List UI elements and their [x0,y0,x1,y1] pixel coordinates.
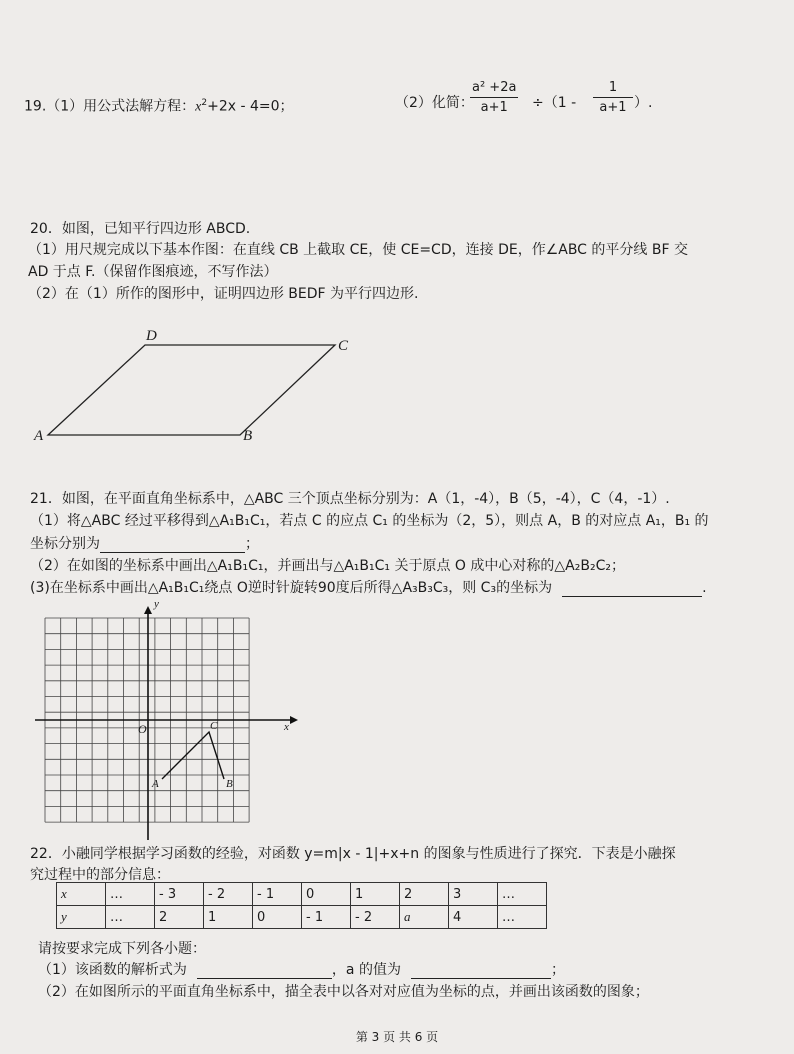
q19-part2-label: （2）化简： [395,95,474,111]
q21-line4-text: (3)在坐标系中画出△A₁B₁C₁绕点 O逆时针旋转90度后所得△A₃B₃C₃，则 C₃的坐标为 [30,580,553,596]
table-cell: - 2 [204,883,253,906]
grid-x-label: x [284,721,289,733]
q19-eq-rest: +2x - 4=0； [207,98,294,115]
coordinate-grid [0,600,320,845]
page-footer: 第 3 页 共 6 页 [355,1030,439,1044]
y-axis-arrow [144,606,152,614]
q20-line3: （2）在（1）所作的图形中，证明四边形 BEDF 为平行四边形. [28,286,419,302]
label-c: C [338,338,349,354]
q22-prompt: 请按要求完成下列各小题： [38,941,206,957]
table-cell: 3 [449,883,498,906]
q22-sub1-text: （1）该函数的解析式为 [38,962,187,978]
q20-line2: AD 于点 F.（保留作图痕迹，不写作法） [28,264,278,280]
table-cell: y [57,906,106,929]
q19-fraction-1 [470,80,518,115]
table-row-y [57,906,547,929]
table-cell: 0 [253,906,302,929]
label-b: B [243,428,253,444]
q22-answer-blank-1[interactable] [197,964,332,979]
q21-title: 21．如图，在平面直角坐标系中，△ABC 三个顶点坐标分别为：A（1，-4），B（5，-4），C（4，-1）. [30,491,670,507]
table-cell: - 3 [155,883,204,906]
triangle-abc [162,732,224,779]
q22-sub1-end: ； [550,962,565,978]
q19-frac1-bar [470,97,518,98]
table-cell: 2 [155,906,204,929]
q19-frac2-numerator: 1 [608,80,618,95]
table-cell: a [400,906,449,929]
q21-answer-blank-1[interactable] [100,538,245,553]
q22-sub2: （2）在如图所示的平面直角坐标系中，描全表中以各对对应值为坐标的点，并画出该函数的图象； [38,984,649,1000]
q22-answer-blank-2[interactable] [411,964,551,979]
table-cell: - 1 [253,883,302,906]
table-cell: … [498,883,547,906]
q19-frac1-denominator: a+1 [480,100,508,115]
q19-fraction-2 [593,80,633,115]
q19-eq-x: x [195,99,202,115]
q21-line4 [30,579,707,597]
q19-frac2-bar [593,97,633,98]
q21-line4-end: . [702,580,707,596]
table-cell: 4 [449,906,498,929]
table-cell: … [106,906,155,929]
table-cell: - 2 [351,906,400,929]
table-cell: x [57,883,106,906]
value-table [56,882,547,929]
q22-sub1 [38,961,565,979]
q21-line2 [30,535,259,553]
q21-line1: （1）将△ABC 经过平移得到△A₁B₁C₁，若点 C 的应点 C₁ 的坐标为（2，5），则点 A，B 的对应点 A₁，B₁ 的 [30,513,709,529]
q19-div-open: ÷（1 - [532,95,577,111]
q19-frac2-denominator: a+1 [599,100,627,115]
table-cell: 1 [204,906,253,929]
q20-line1: （1）用尺规完成以下基本作图：在直线 CB 上截取 CE，使 CE=CD，连接 DE，作∠ABC 的平分线 BF 交 [28,242,688,258]
grid-origin-label: O [138,722,147,736]
q19-close: ）. [634,95,653,111]
q21-line3: （2）在如图的坐标系中画出△A₁B₁C₁，并画出与△A₁B₁C₁ 关于原点 O 成中心对称的△A₂B₂C₂； [30,558,625,574]
grid-b-label: B [226,778,233,790]
q20-title: 20．如图，已知平行四边形 ABCD. [30,221,251,237]
q22-sub1-mid: ，a 的值为 [331,962,401,978]
q19-part1 [24,94,294,117]
q21-answer-blank-2[interactable] [562,582,702,597]
table-row-x [57,883,547,906]
parallelogram-abcd [48,345,335,435]
table-cell: - 1 [302,906,351,929]
table-cell: 2 [400,883,449,906]
table-cell: … [106,883,155,906]
table-cell: … [498,906,547,929]
q19-frac1-numerator: a² +2a [472,80,517,95]
label-d: D [146,328,157,344]
grid-a-label: A [152,778,159,790]
grid-y-label: y [154,598,159,610]
q22-line1: 22．小融同学根据学习函数的经验，对函数 y=m|x - 1|+x+n 的图象与性质进行了探究．下表是小融探 [30,846,676,862]
grid-c-label: C [210,720,218,732]
q19-eq-sup: 2 [201,98,208,108]
q21-line2-text: 坐标分别为 [30,536,100,552]
q22-line2: 究过程中的部分信息： [30,867,170,883]
table-cell: 0 [302,883,351,906]
label-a: A [34,428,44,444]
table-cell: 1 [351,883,400,906]
q19-part1-text: 19.（1）用公式法解方程： [24,98,196,115]
q21-line2-end: ； [245,536,259,552]
x-axis-arrow [290,716,298,724]
